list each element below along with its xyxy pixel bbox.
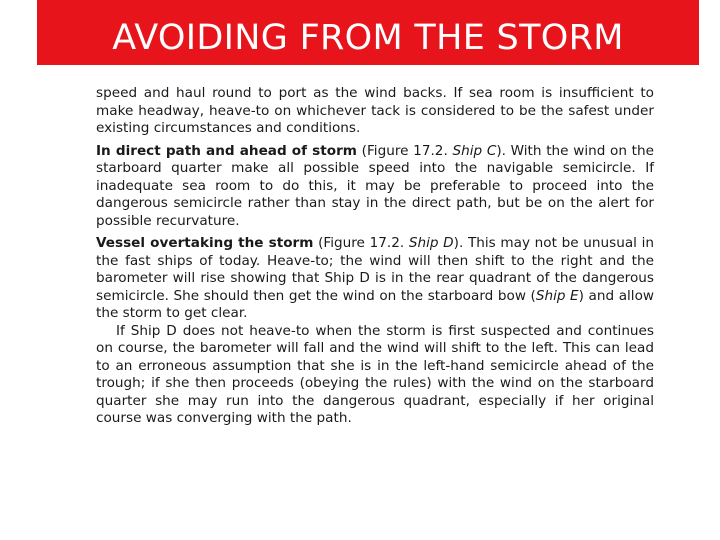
ship-reference: Ship E bbox=[535, 287, 579, 304]
section-heading-overtaking: Vessel overtaking the storm bbox=[96, 235, 314, 251]
paragraph-no-heave-to bbox=[96, 323, 654, 428]
figure-ref-close: ). bbox=[496, 142, 506, 159]
figure-ref-open: (Figure 17.2. bbox=[356, 142, 453, 159]
figure-ref-open: (Figure 17.2. bbox=[313, 235, 409, 251]
paragraph-text: speed and haul round to port as the wind backs. If sea room is insufficient to make headway, heave-to on whichever tack is considered to be the safest under existing circumstances and conditions. bbox=[96, 85, 654, 136]
figure-ref-ship: Ship C bbox=[452, 142, 497, 159]
slide-title: AVOIDING FROM THE STORM bbox=[112, 18, 624, 58]
paragraph-direct-path bbox=[96, 143, 654, 231]
paragraph-overtaking bbox=[96, 235, 654, 323]
paragraph-text: This may not be unusual in the fast ships of today. Heave-to; the wind will then shift to the right and the barometer will rise showing that Ship D is in the rear quadrant of the dangerous semicircle. She should then get the wind on the starboard bow ( bbox=[96, 235, 654, 304]
paragraph-heave-to bbox=[96, 85, 654, 138]
document-excerpt bbox=[96, 85, 654, 433]
section-heading-direct-path: In direct path and ahead of storm bbox=[96, 142, 357, 159]
paragraph-text: ) and allow the storm to get clear. bbox=[96, 287, 655, 321]
slide-title-bar bbox=[37, 0, 699, 65]
figure-ref-ship: Ship D bbox=[408, 235, 454, 251]
paragraph-text: With the wind on the starboard quarter make all possible speed into the navigable semicircle. If inadequate sea room to do this, it may be preferable to proceed into the dangerous semicircle rather than stay in the direct path, but be on the alert for possible recurvature. bbox=[96, 142, 654, 229]
figure-ref-close: ). bbox=[453, 235, 464, 251]
paragraph-text: If Ship D does not heave-to when the storm is first suspected and continues on course, the barometer will fall and the wind will shift to the left. This can lead to an erroneous assumption that she is in the left-hand semicircle ahead of the trough; if she then proceeds (obeying the rules) with the wind on the starboard quarter she may run into the dangerous quadrant, especially if her original course was converging with the path. bbox=[96, 322, 654, 426]
